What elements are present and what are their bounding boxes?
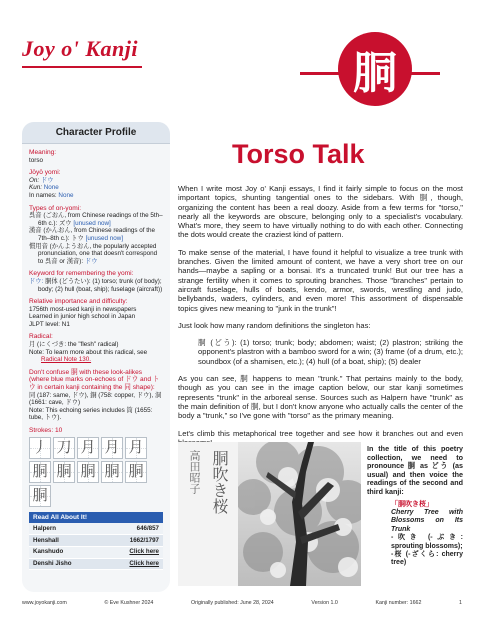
kun-value: None (43, 184, 59, 192)
paragraph: Let's climb this metaphorical tree together and see how it branches out and even (178, 428, 463, 438)
character-profile-sidebar (22, 122, 170, 592)
stroke-step: 胴 (29, 485, 51, 507)
importance-label: Relative importance and difficulty: (29, 298, 128, 306)
keyword-section (29, 270, 163, 293)
kanji-badge (338, 32, 412, 106)
on-label: On: (29, 176, 40, 184)
meaning-section (29, 149, 163, 164)
meaning-value: torso (29, 156, 43, 164)
stroke-step: 胴 (101, 461, 123, 483)
footer-page-number: 1 (459, 600, 462, 606)
names-label: In names: (29, 191, 57, 199)
stroke-step: 刀 (53, 437, 75, 459)
reference-value: 646/857 (103, 523, 163, 534)
reference-table (29, 512, 163, 571)
paragraph: To make sense of the material, I have found it helpful to visualize a tree trunk with branches. Given the limited amount of content, we have a very short tree on our hands—maybe a sapling or a bonsai. It's a truncated trunk! But our tree has a strange fertility when it comes to sprouting branches. Those "branches" pertain to aircraft fuselage, hulls of boats, kendo, armor, swords, wrestling and judo, bellybands, waders, cylinders, and even more! This assortment of dispensable topics gives new meaning to "junk in the trunk"! (178, 247, 463, 313)
onyomi-types-label: Types of on-yomi: (29, 204, 82, 212)
keyword-label: Keyword for remembering the yomi: (29, 270, 134, 278)
strokes-section (29, 427, 163, 507)
book-cover-image (178, 442, 361, 586)
joyo-yomi-label: Jōyō yomi: (29, 169, 61, 177)
radical-label: Radical: (29, 333, 53, 341)
caption-term: 「胴吹き桜」 (391, 500, 433, 508)
table-row (29, 523, 163, 534)
lookalikes-text: 同 (187: same, ドウ), 銅 (758: copper, ドウ), 洞 (1661: cave, ドウ) (29, 391, 162, 407)
reference-value: 1662/1797 (103, 534, 163, 546)
strokes-label: Strokes: 10 (29, 427, 63, 434)
stroke-step: 胴 (53, 461, 75, 483)
kanshudo-link[interactable]: Click here (103, 546, 163, 558)
kanji-character: 胴 (353, 48, 397, 99)
onyomi-types-section (29, 205, 163, 266)
radical-text: 月 (にくづき: the "flesh" radical) (29, 341, 119, 349)
denshi-jisho-link[interactable]: Click here (103, 558, 163, 570)
caption-breakdown-1: -吹き (-ぶき: sprouting blossoms); (391, 534, 463, 550)
book-author-vertical: 高田昭子 (188, 450, 201, 494)
radical-note-link[interactable]: Radical Note 130. (41, 356, 92, 364)
caption-intro: In the title of this poetry collection, we need to pronounce 胴 as どう (as usual) and then voice the readings of the second and third kanji: (367, 444, 463, 496)
caption-translation: Cherry Tree with Blossoms on Its Trunk (391, 508, 463, 533)
reference-table-title: Read All About It! (29, 512, 163, 524)
reference-label: Halpern (29, 523, 103, 534)
paragraph: Just look how many random definitions the singleton has: (178, 320, 371, 330)
definition-quote: 胴 (どう): (1) torso; trunk; body; abdomen; waist; (2) plastron; striking the opponent's plastron with a bamboo sword for a win; (3) frame (of a drum, etc.); soundbox (of a shamisen, etc.); (4) hull (of a boat, ship); (5) dealer (198, 338, 463, 366)
reference-label: Kanshudo (29, 546, 103, 558)
page-footer (22, 598, 462, 608)
joyo-yomi-section (29, 169, 163, 199)
paragraph: When I write most Joy o' Kanji essays, I find it fairly simple to focus on the most important topics, shunting tangential ones to the sidebars. With 胴, though, organizing the content has been a real doozy. Aside from a few terms for "torso," nearly all the keywords are obscure, belonging only to a specialist's vocabulary. What's more, they seem to have virtually nothing to do with each other. Connecting the dots would create the craziest kind of pattern. (178, 184, 463, 240)
types-go: 呉音 (ごおん, from Chinese readings of the 5th–6th c.): ズウ (29, 212, 163, 227)
keyword-text: 胴体 (どうたい): (1) torso; trunk (of body); body; (2) hull (boat, ship); fuselage (aircraft)) (38, 277, 163, 293)
stroke-step: 丿 (29, 437, 51, 459)
importance-line-1: 1756th most-used kanji in newspapers (29, 305, 137, 313)
stroke-step: 月 (101, 437, 123, 459)
caption-detail (367, 501, 463, 568)
table-row (29, 558, 163, 570)
site-logo[interactable] (22, 32, 172, 72)
logo-text: Joy o' Kanji (22, 36, 139, 61)
image-caption (367, 445, 463, 568)
stroke-step: 月 (77, 437, 99, 459)
lookalikes-note: Note: This echoing series includes 筒 (1655: tube, トウ). (29, 406, 153, 422)
keyword-prefix: ドウ: (29, 277, 44, 285)
sidebar-title: Character Profile (22, 122, 170, 144)
reference-label: Denshi Jisho (29, 558, 103, 570)
article-body (178, 184, 463, 455)
names-value: None (58, 191, 74, 199)
importance-section (29, 298, 163, 328)
lookalikes-section (29, 369, 163, 422)
article-title: Torso Talk (232, 139, 365, 169)
types-kanyo: 慣用音 (かんようおん, the popularly accepted pronunciation, one that doesn't correspond to 呉音 or 漢音): (29, 242, 158, 265)
table-row (29, 546, 163, 558)
logo-underline (22, 66, 142, 68)
footer-published: Originally published: June 28, 2024 (190, 600, 274, 606)
radical-note: Note: To learn more about this radical, see (29, 348, 148, 356)
lookalikes-label: Don't confuse 胴 with these look-alikes (where blue marks on-echoes of ドウ and トウ in certain kanji containing the 同 shape): (29, 368, 160, 392)
caption-breakdown-2: -桜 (-ざくら: cherry tree) (391, 551, 463, 567)
footer-version: Version 1.0 (311, 600, 338, 606)
on-value: ドウ (40, 176, 54, 184)
stroke-step: 胴 (29, 461, 51, 483)
types-go-note: [unused now] (73, 219, 111, 227)
table-row (29, 534, 163, 546)
stroke-step: 月 (125, 437, 147, 459)
stroke-step: 胴 (77, 461, 99, 483)
footer-site-link[interactable]: www.joyokanji.com (22, 600, 67, 606)
importance-line-3: JLPT level: N1 (29, 320, 70, 328)
reference-label: Henshall (29, 534, 103, 546)
kun-label: Kun: (29, 184, 42, 192)
footer-kanji-number: Kanji number: 1662 (375, 600, 422, 606)
types-kan-note: [unused now] (85, 234, 124, 242)
stroke-order-grid (29, 437, 163, 507)
book-title-vertical: 胴吹き桜 (210, 450, 229, 514)
paragraph: As you can see, 胴 happens to mean "trunk." That pertains mainly to the body, though as you can see in the image caption below, our star kanji sometimes represents "trunk" in the arboreal sense. Sources such as Halpern have "trunk" as the main definition of 胴, but I don't know anyone who actually calls the center of the body a "trunk," so I've gone with "torso" as the primary meaning. (178, 374, 463, 421)
types-kanyo-value: ドウ (84, 257, 98, 265)
types-kan: 漢音 (かんおん, from Chinese readings of the 7th–8th c.): トウ (29, 227, 155, 242)
importance-line-2: Learned in junior high school in Japan (29, 313, 136, 321)
meaning-label: Meaning: (29, 149, 57, 156)
cherry-tree-illustration (178, 442, 361, 586)
footer-copyright: © Eve Kushner 2024 (104, 600, 154, 606)
radical-section (29, 333, 163, 363)
stroke-step: 胴 (125, 461, 147, 483)
